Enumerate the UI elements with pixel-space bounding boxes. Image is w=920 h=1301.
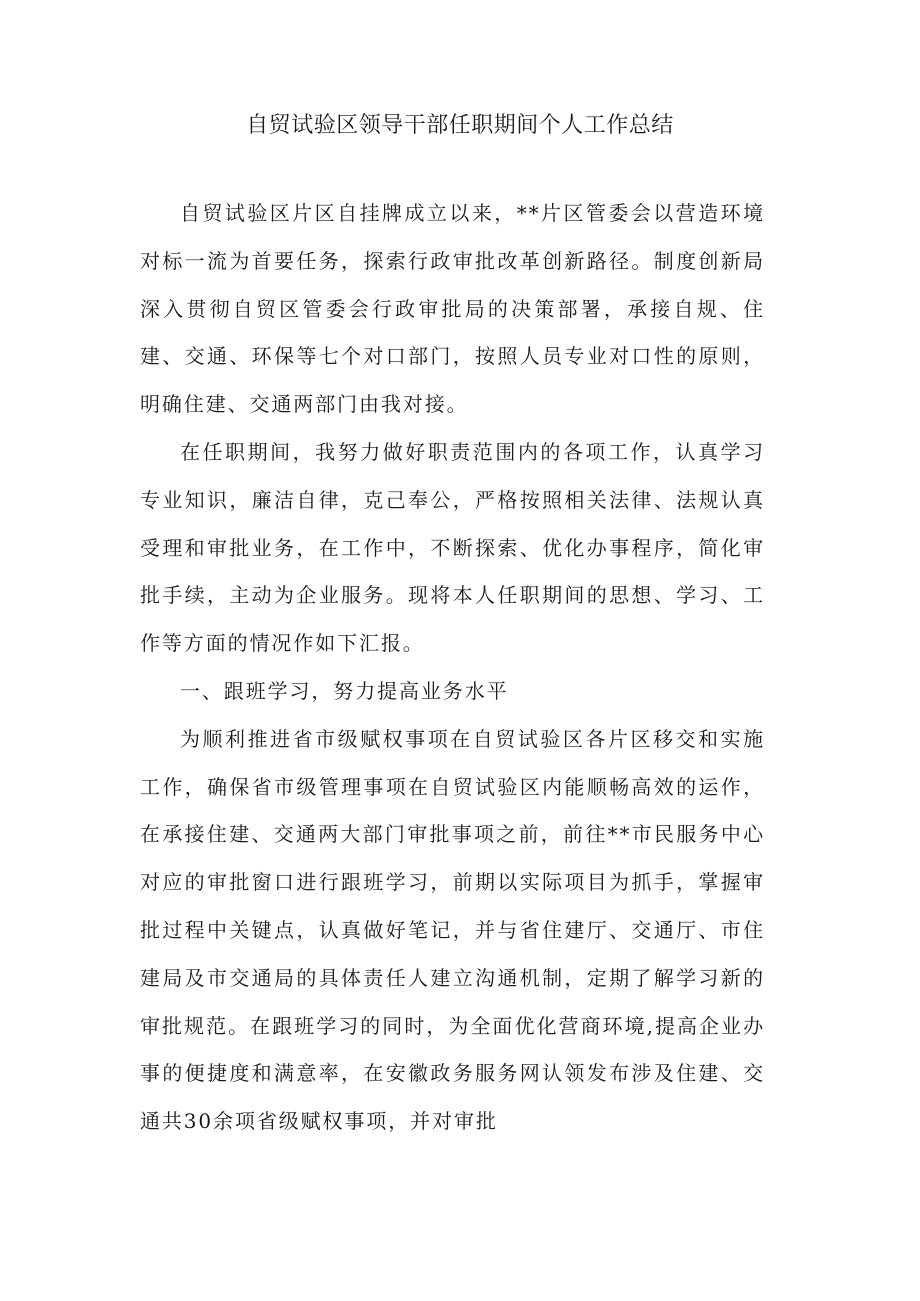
section-heading-1: 一、跟班学习，努力提高业务水平: [180, 678, 509, 703]
paragraph-tenure-summary: 在任职期间，我努力做好职责范围内的各项工作，认真学习专业知识，廉洁自律，克己奉公，严格按照相关法律、法规认真受理和审批业务，在工作中，不断探索、优化办事程序，简化审批手续，主动为企业服务。现将本人任职期间的思想、学习、工作等方面的情况作如下汇报。: [140, 439, 765, 656]
document-body: [140, 190, 765, 1146]
paragraph-intro: 自贸试验区片区自挂牌成立以来，**片区管委会以营造环境对标一流为首要任务，探索行政审批改革创新路径。制度创新局深入贯彻自贸区管委会行政审批局的决策部署，承接自规、住建、交通、环保等七个对口部门，按照人员专业对口性的原则，明确住建、交通两部门由我对接。: [140, 201, 765, 417]
document-title: 自贸试验区领导干部任职期间个人工作总结: [246, 113, 674, 138]
paragraph-study: 为顺利推进省市级赋权事项在自贸试验区各片区移交和实施工作，确保省市级管理事项在自贸试验区内能顺畅高效的运作，在承接住建、交通两大部门审批事项之前，前往**市民服务中心对应的审批窗口进行跟班学习，前期以实际项目为抓手，掌握审批过程中关键点，认真做好笔记，并与省住建厅、交通厅、市住建局及市交通局的具体责任人建立沟通机制，定期了解学习新的审批规范。在跟班学习的同时，为全面优化营商环境,提高企业办事的便捷度和满意率，在安徽政务服务网认领发布涉及住建、交通共30余项省级赋权事项，并对审批: [140, 726, 765, 1134]
